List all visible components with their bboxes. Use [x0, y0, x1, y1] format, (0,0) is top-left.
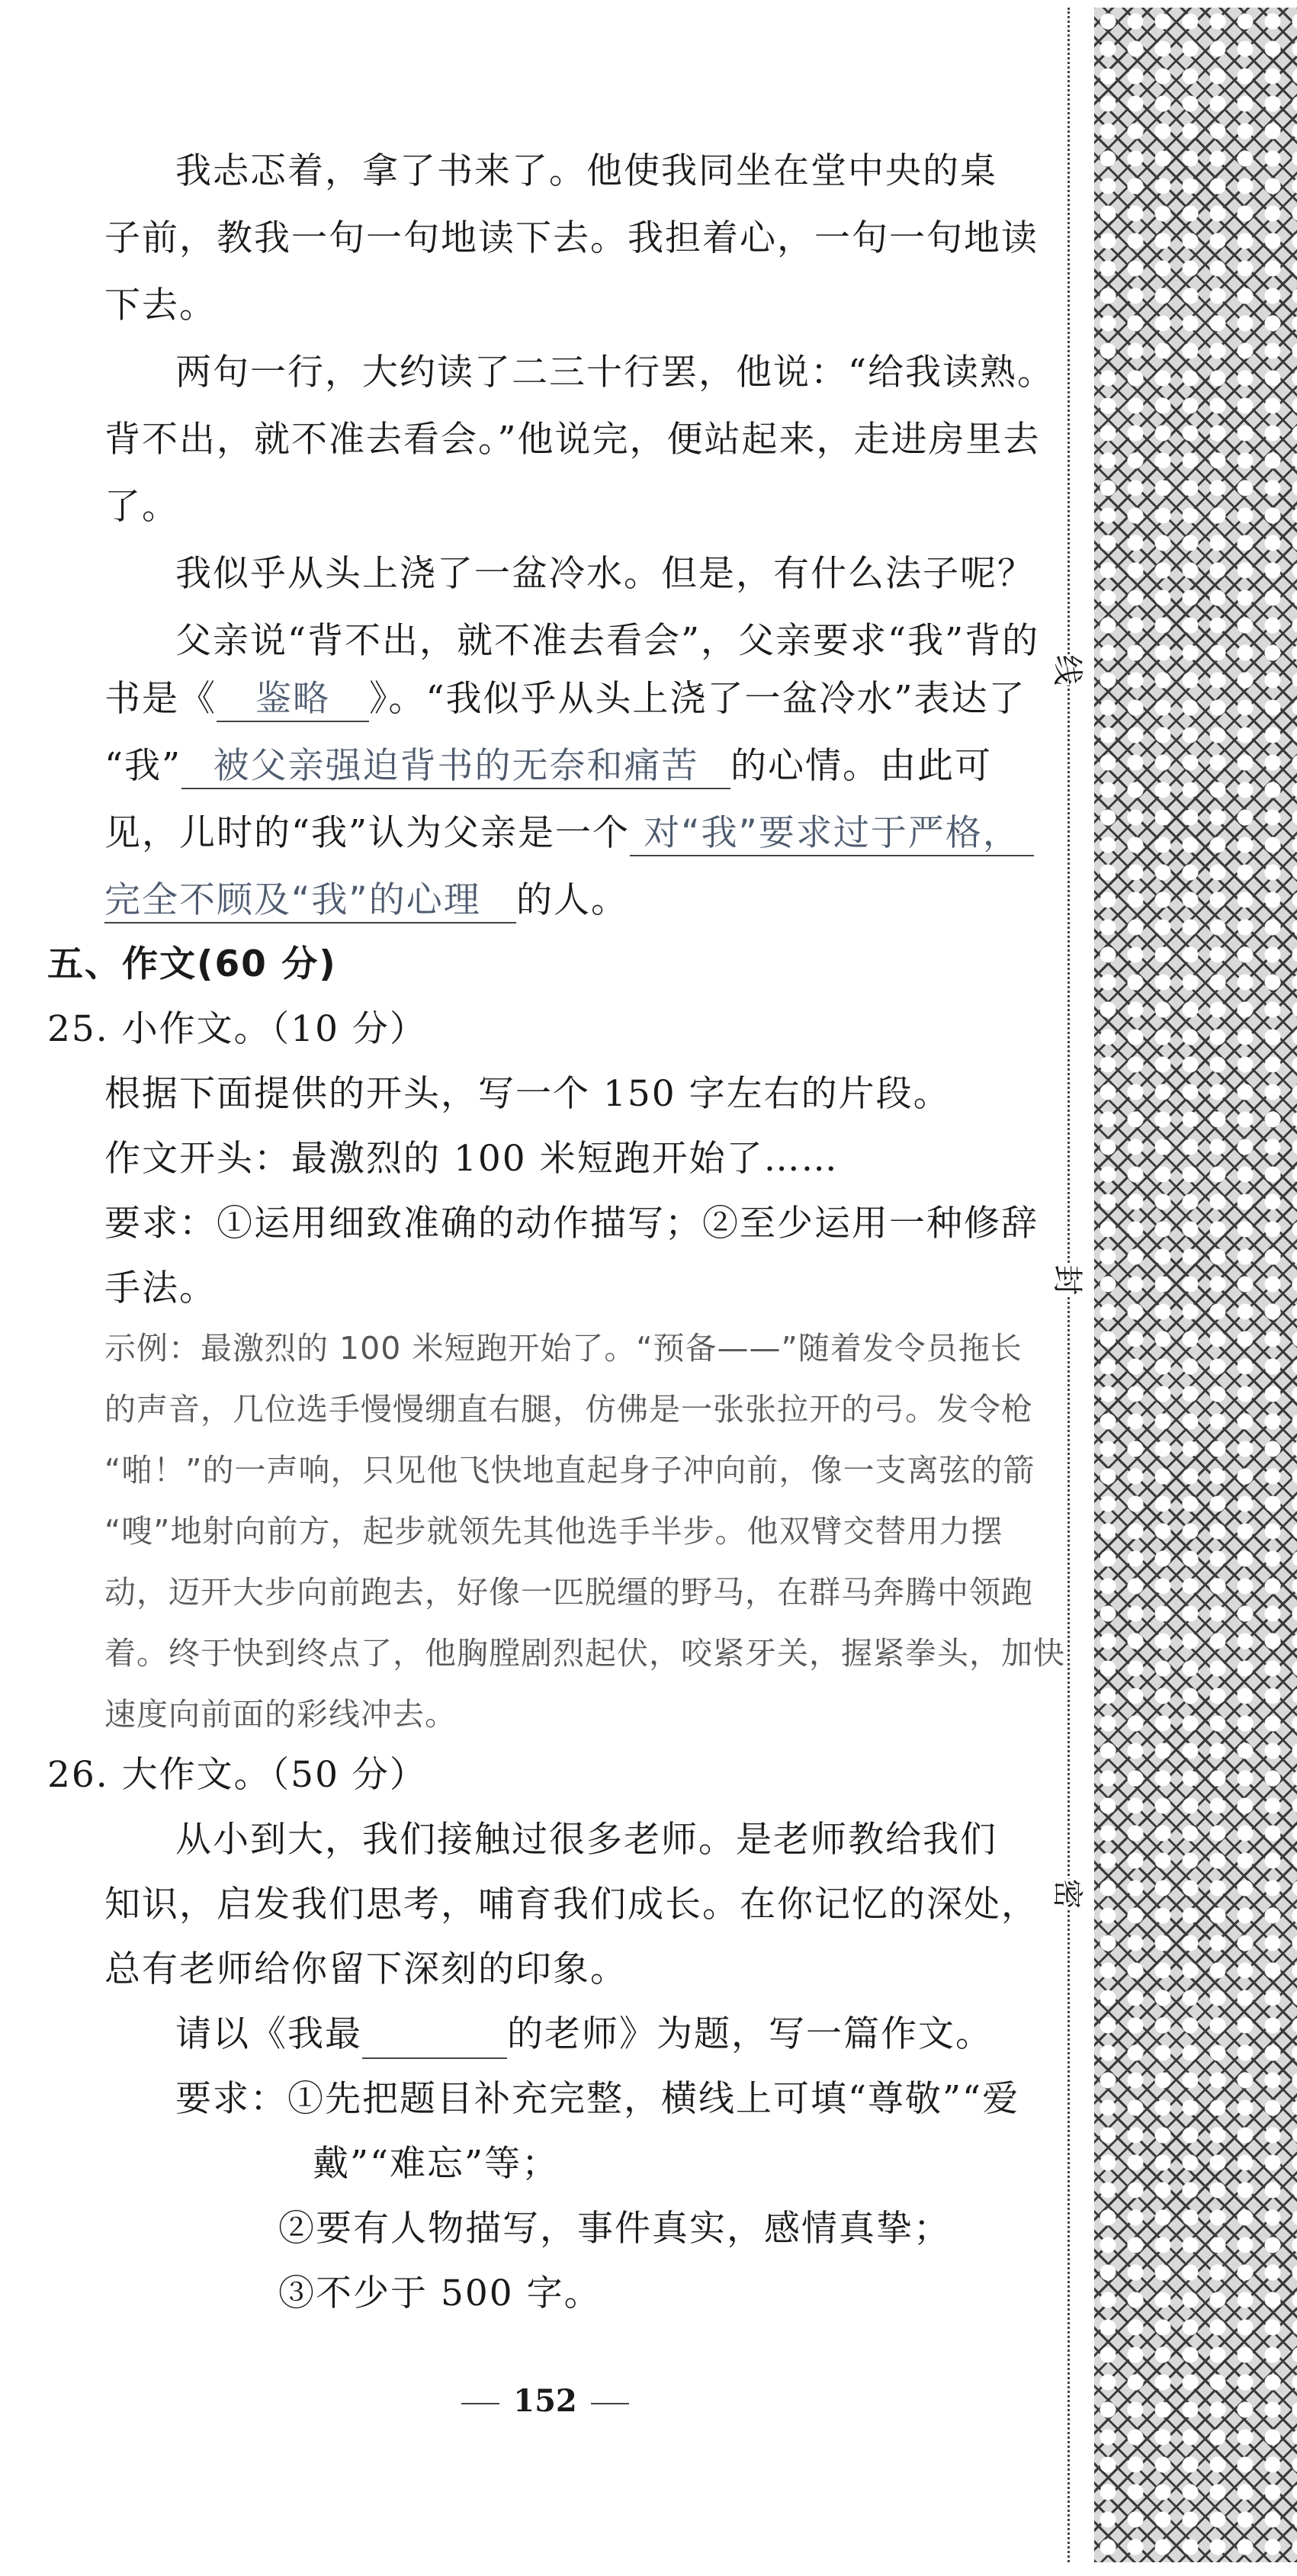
question-line [104, 811, 1034, 856]
q26-prompt-text: 请以《我最 [175, 2013, 362, 2055]
q25-requirement: 要求：①运用细致准确的动作描写；②至少运用一种修辞 [104, 1203, 1039, 1245]
passage-line: 下去。 [104, 284, 217, 326]
question-text: 见，儿时的“我”认为父亲是一个 [104, 812, 631, 854]
q25-sample-line: 动，迈开大步向前跑去，好像一匹脱缰的野马，在群马奔腾中领跑 [104, 1574, 1033, 1611]
question-line [104, 878, 628, 923]
q26-requirement: 要求：①先把题目补充完整，横线上可填“尊敬”“爱 [175, 2078, 1020, 2120]
q26-prompt [175, 2012, 993, 2059]
answer-book-title: 鉴略 [217, 678, 369, 722]
page-number [0, 2383, 1090, 2419]
q26-title: 26. 大作文。（50 分） [47, 1754, 427, 1796]
q26-intro: 知识，启发我们思考，哺育我们成长。在你记忆的深处， [104, 1884, 1039, 1926]
answer-father-part1: 对“我”要求过于严格， [630, 812, 1034, 856]
title-blank [362, 2012, 507, 2059]
dash-left [461, 2403, 499, 2404]
q26-intro: 从小到大，我们接触过很多老师。是老师教给我们 [175, 1819, 997, 1861]
q26-requirement: 戴”“难忘”等； [313, 2143, 560, 2185]
q26-requirement: ②要有人物描写，事件真实，感情真挚； [278, 2208, 951, 2250]
passage-line: 我似乎从头上浇了一盆冷水。但是，有什么法子呢？ [175, 553, 1035, 595]
q25-sample-line: “啪！”的一声响，只见他飞快地直起身子冲向前，像一支离弦的箭 [104, 1452, 1035, 1489]
answer-feeling: 被父亲强迫背书的无奈和痛苦 [181, 745, 730, 789]
passage-line: 背不出，就不准去看会。”他说完，便站起来，走进房里去 [104, 419, 1041, 461]
margin-char-xian: 线 [1048, 655, 1092, 686]
question-text: 》。“我似乎从头上浇了一盆冷水”表达了 [369, 678, 1026, 720]
passage-line: 了。 [104, 486, 179, 528]
question-text: 的人。 [516, 879, 628, 921]
q25-task: 根据下面提供的开头，写一个 150 字左右的片段。 [104, 1073, 951, 1115]
q26-intro: 总有老师给你留下深刻的印象。 [104, 1948, 628, 1990]
margin-char-feng: 封 [1048, 1265, 1092, 1296]
q25-sample-line: 示例：最激烈的 100 米短跑开始了。“预备——”随着发令员拖长 [104, 1330, 1023, 1367]
q25-opening: 作文开头：最激烈的 100 米短跑开始了…… [104, 1138, 839, 1180]
margin-char-mi: 密 [1048, 1879, 1092, 1910]
dash-right [591, 2403, 629, 2404]
passage-line: 两句一行，大约读了二三十行罢，他说：“给我读熟。 [175, 352, 1055, 393]
question-text: 书是《 [104, 678, 217, 720]
answer-father-part2: 完全不顾及“我”的心理 [104, 879, 516, 923]
decorative-pattern-strip [1094, 8, 1297, 2562]
section-heading: 五、作文(60 分) [47, 943, 337, 985]
q25-sample-line: 的声音，几位选手慢慢绷直右腿，仿佛是一张张拉开的弓。发令枪 [104, 1391, 1033, 1428]
page-number-text: 152 [513, 2383, 577, 2419]
question-line: 父亲说“背不出，就不准去看会”，父亲要求“我”背的 [175, 620, 1040, 662]
passage-line: 我忐忑着，拿了书来了。他使我同坐在堂中央的桌 [175, 150, 997, 192]
question-line [104, 744, 992, 789]
q25-requirement: 手法。 [104, 1267, 217, 1309]
passage-line: 子前，教我一句一句地读下去。我担着心，一句一句地读 [104, 217, 1039, 259]
question-text: 的心情。由此可 [730, 745, 993, 787]
q26-prompt-text: 的老师》为题，写一篇作文。 [507, 2013, 993, 2055]
question-line [104, 676, 1026, 722]
q25-title: 25. 小作文。（10 分） [47, 1008, 427, 1050]
q26-requirement: ③不少于 500 字。 [278, 2272, 602, 2314]
q25-sample-line: 速度向前面的彩线冲去。 [104, 1696, 457, 1733]
question-text: “我” [104, 745, 182, 787]
q25-sample-line: “嗖”地射向前方，起步就领先其他选手半步。他双臂交替用力摆 [104, 1513, 1003, 1550]
q25-sample-line: 着。终于快到终点了，他胸膛剧烈起伏，咬紧牙关，握紧拳头，加快 [104, 1635, 1065, 1672]
